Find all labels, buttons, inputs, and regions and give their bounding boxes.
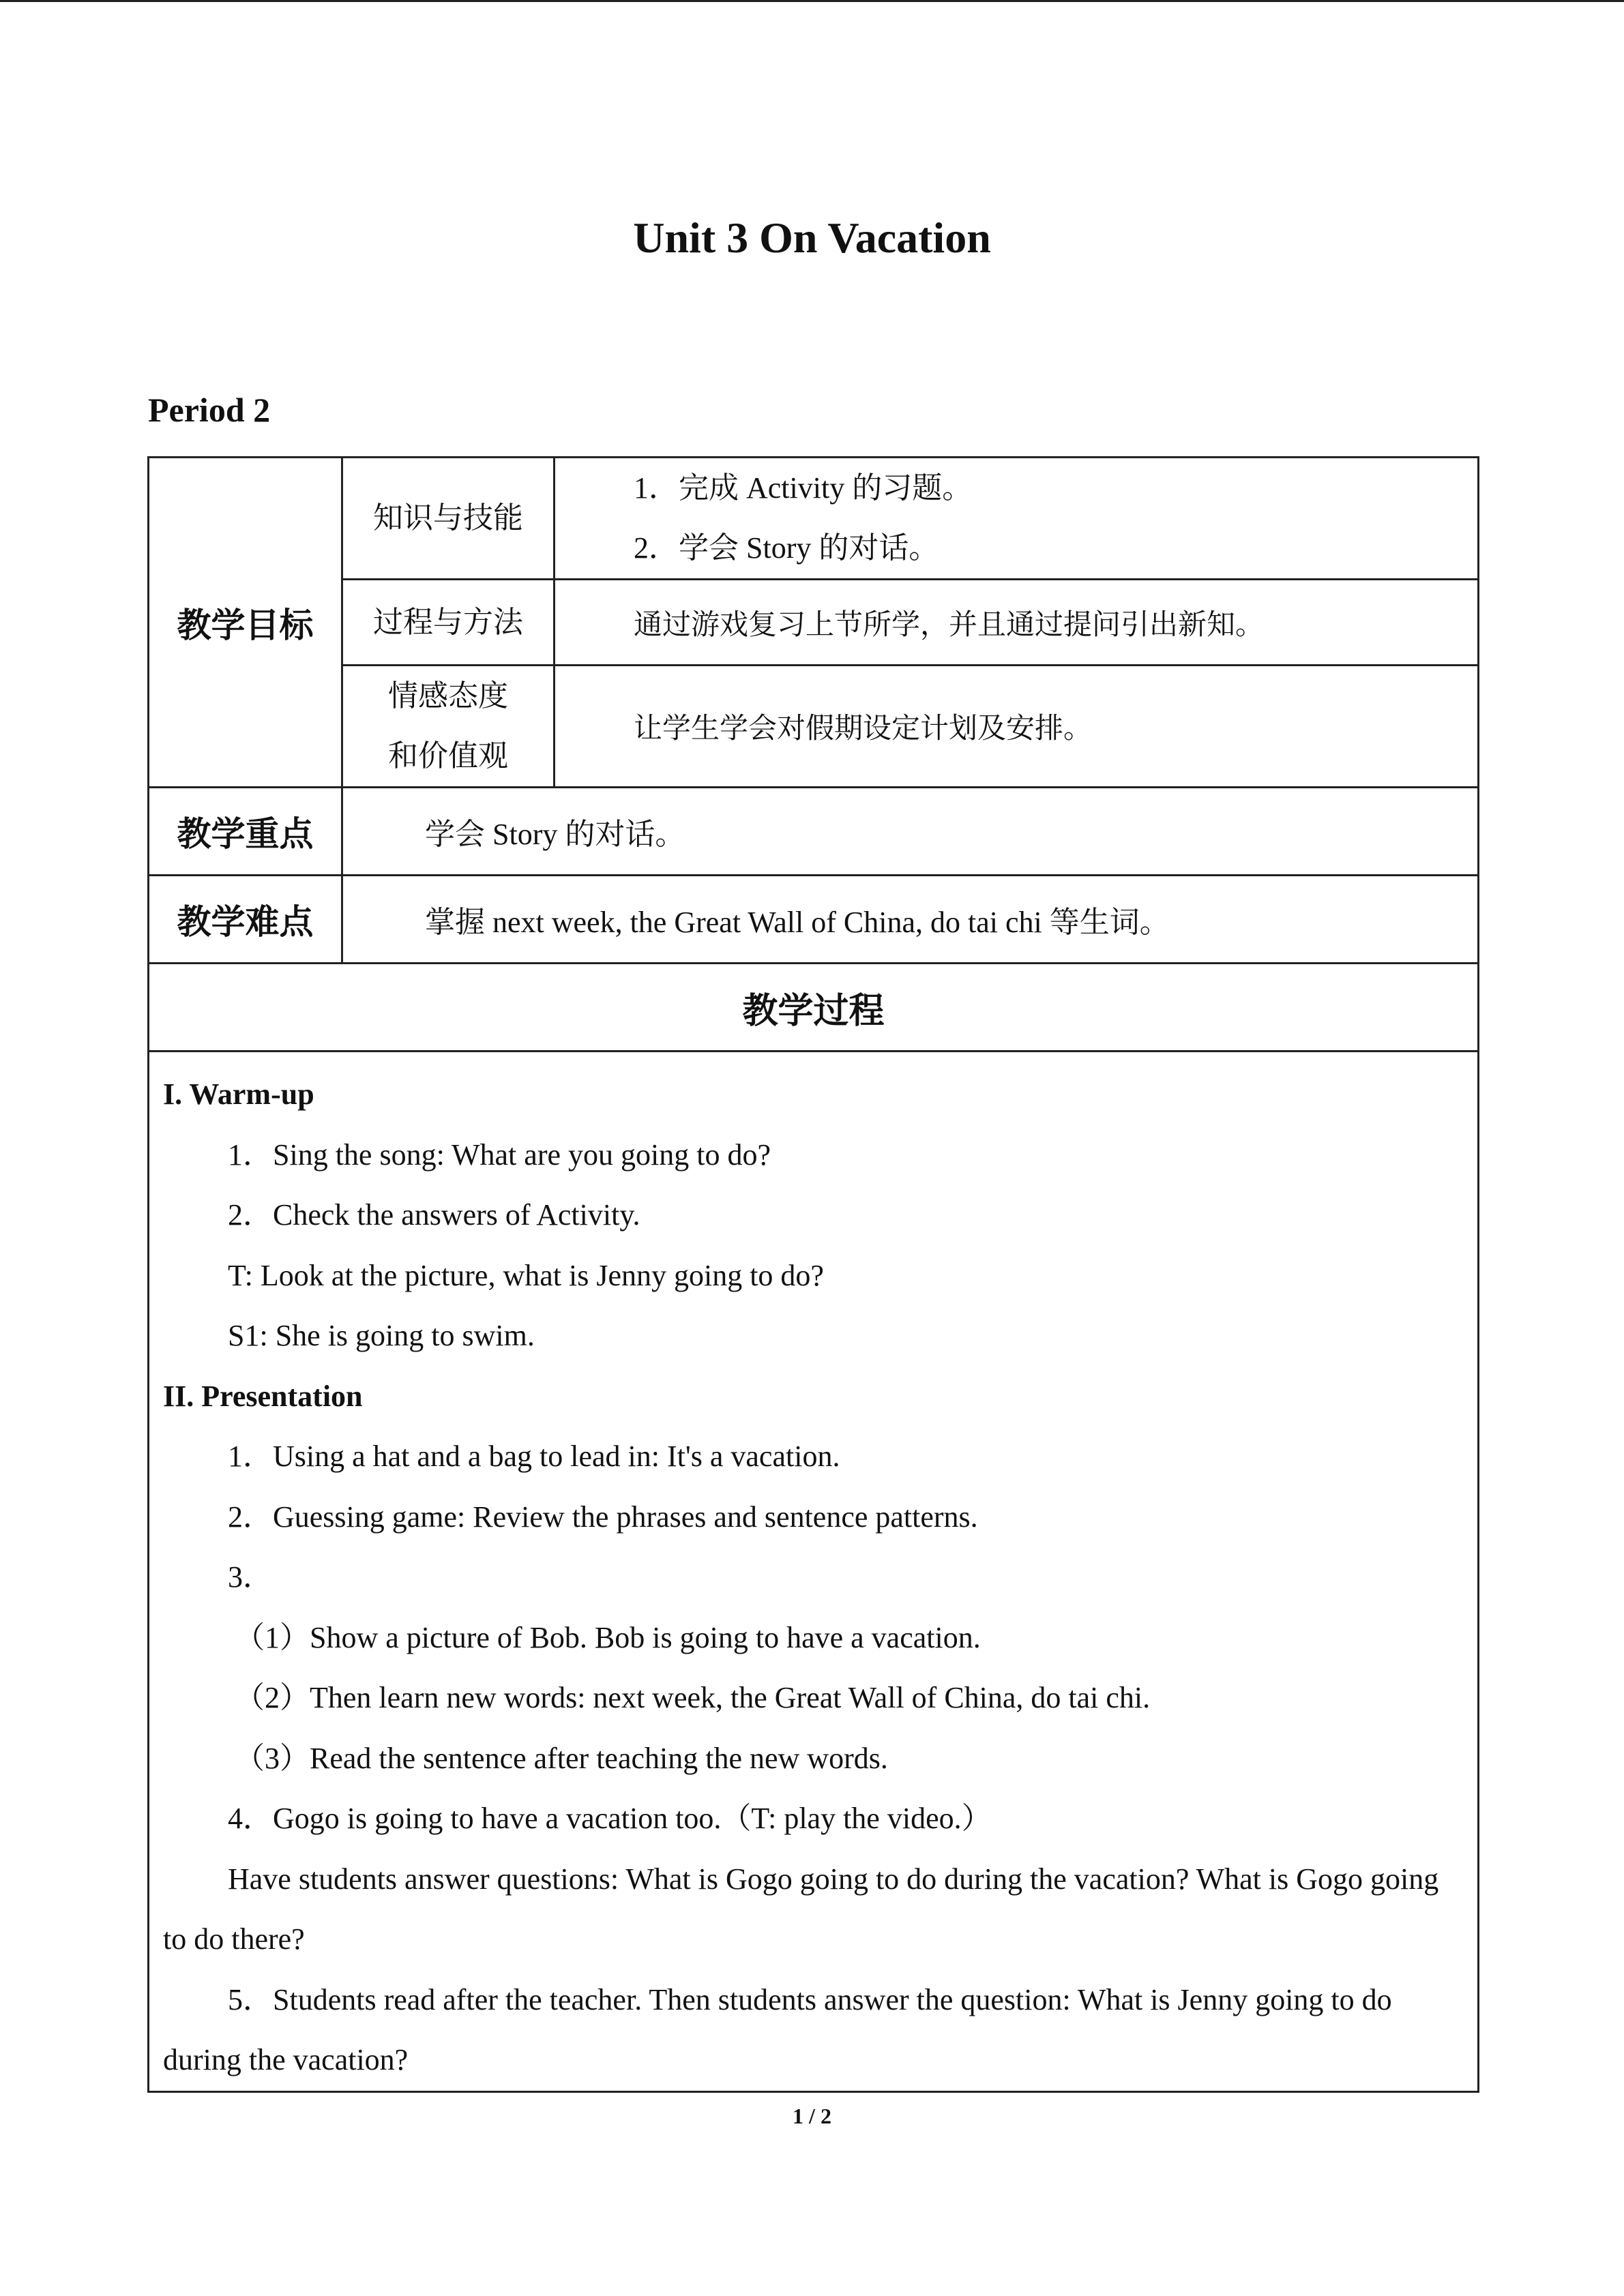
presentation-line: 1．Using a hat and a bag to lead in: It's a vacation. — [228, 1440, 840, 1473]
objective-row-knowledge — [149, 458, 1479, 580]
presentation-line: 3． — [228, 1560, 273, 1594]
warmup-line: S1: She is going to swim. — [228, 1319, 535, 1352]
lesson-plan-table — [147, 456, 1479, 2093]
key-point-label: 教学重点 — [149, 788, 342, 876]
difficult-point-label: 教学难点 — [149, 876, 342, 964]
presentation-sub-line: （3）Read the sentence after teaching the new words. — [235, 1741, 888, 1775]
process-body — [149, 1052, 1479, 2092]
knowledge-item: 2．学会 Story 的对话。 — [634, 531, 939, 565]
page-number: 1 / 2 — [793, 2104, 831, 2128]
warmup-heading: I. Warm-up — [163, 1077, 314, 1111]
key-point-row — [149, 788, 1479, 876]
process-heading-row — [149, 964, 1479, 1052]
warmup-line: 2．Check the answers of Activity. — [228, 1198, 640, 1232]
document-title: Unit 3 On Vacation — [633, 213, 991, 262]
process-method-label: 过程与方法 — [342, 580, 555, 666]
objective-row-emotion — [149, 666, 1479, 788]
objectives-category: 教学目标 — [149, 458, 342, 788]
emotion-content: 让学生学会对假期设定计划及安排。 — [555, 666, 1479, 788]
process-body-row — [149, 1052, 1479, 2092]
presentation-paragraph: 5．Students read after the teacher. Then students answer the question: What is Jenny going to do during the vacation? — [163, 1982, 1392, 2076]
emotion-label — [342, 666, 555, 788]
presentation-sub-line: （2）Then learn new words: next week, the Great Wall of China, do tai chi. — [235, 1681, 1151, 1714]
objective-row-process — [149, 580, 1479, 666]
process-heading: 教学过程 — [149, 964, 1479, 1052]
emotion-label-line1: 情感态度 — [388, 679, 508, 713]
key-point-content: 学会 Story 的对话。 — [342, 788, 1479, 876]
presentation-line: 2．Guessing game: Review the phrases and sentence patterns. — [228, 1500, 978, 1534]
difficult-point-content: 掌握 next week, the Great Wall of China, do tai chi 等生词。 — [342, 876, 1479, 964]
top-border — [0, 0, 1624, 2]
knowledge-label: 知识与技能 — [342, 458, 555, 580]
process-method-content: 通过游戏复习上节所学，并且通过提问引出新知。 — [555, 580, 1479, 666]
knowledge-content — [555, 458, 1479, 580]
emotion-label-line2: 和价值观 — [388, 739, 508, 773]
presentation-paragraph: Have students answer questions: What is Gogo going to do during the vacation? What is Gogo going to do there? — [163, 1862, 1439, 1956]
presentation-heading: II. Presentation — [163, 1379, 363, 1413]
warmup-line: T: Look at the picture, what is Jenny going to do? — [228, 1258, 824, 1292]
presentation-sub-line: （1）Show a picture of Bob. Bob is going to have a vacation. — [235, 1620, 981, 1654]
presentation-line: 4．Gogo is going to have a vacation too.（T: play the video.） — [228, 1802, 992, 1835]
difficult-point-row — [149, 876, 1479, 964]
knowledge-item: 1．完成 Activity 的习题。 — [634, 471, 973, 505]
period-label: Period 2 — [148, 391, 271, 429]
warmup-line: 1．Sing the song: What are you going to do? — [228, 1137, 771, 1172]
